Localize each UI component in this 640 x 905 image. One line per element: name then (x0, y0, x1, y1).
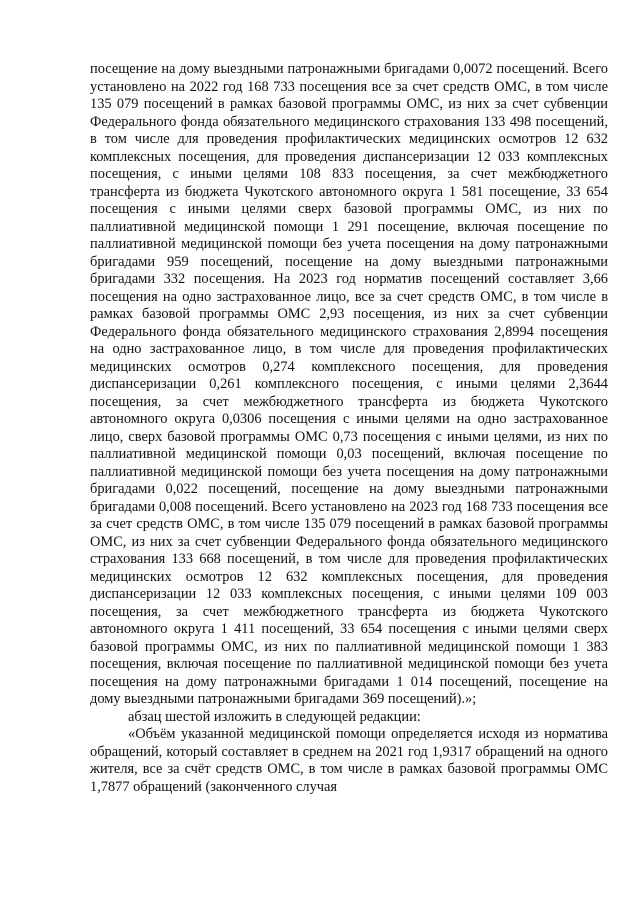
body-paragraph-amendment-instruction: абзац шестой изложить в следующей редакции: (128, 708, 421, 725)
body-paragraph-quoted-text: «Объём указанной медицинской помощи определяется исходя из норматива обращений, который составляет в среднем на 2021 год 1,9317 обращений на одного жителя, все за счёт средств ОМС, в том числе в рамках базовой программы ОМС 1,7877 обращений (законченного случая (90, 726, 608, 795)
body-paragraph-continuation: посещение на дому выездными патронажными бригадами 0,0072 посещений. Всего установлено на 2022 год 168 733 посещения все за счет средств ОМС, в том числе 135 079 посещений в рамках базовой программы ОМС, из них за счет субвенции Федерального фонда обязательного медицинского страхования 133 498 посещений, в том числе для проведения профилактических медицинских осмотров 12 632 комплексных посещения, для проведения диспансеризации 12 033 комплексных посещения, с иными целями 108 833 посещения, за счет межбюджетного трансферта из бюджета Чукотского автономного округа 1 581 посещение, 33 654 посещения с иными целями сверх базовой программы ОМС, из них по паллиативной медицинской помощи 1 291 посещение, включая посещение по паллиативной медицинской помощи без учета посещения на дому патронажными бригадами 959 посещений, посещение на дому выездными патронажными бригадами 332 посещения. На 2023 год норматив посещений составляет 3,66 посещения на одно застрахованное лицо, все за счет средств ОМС, в том числе в рамках базовой программы ОМС 2,93 посещения, из них за счет субвенции Федерального фонда обязательного медицинского страхования 2,8994 посещения на одно застрахованное лицо, в том числе для проведения профилактических медицинских осмотров 0,274 комплексного посещения, для проведения диспансеризации 0,261 комплексного посещения, с иными целями 2,3644 посещения, за счет межбюджетного трансферта из бюджета Чукотского автономного округа 0,0306 посещения с иными целями на одно застрахованное лицо, сверх базовой программы ОМС 0,73 посещения с иными целями, из них по паллиативной медицинской помощи 0,03 посещений, включая посещение по паллиативной медицинской помощи без учета посещения на дому патронажными бригадами 0,022 посещений, посещение на дому выездными патронажными бригадами 0,008 посещений. Всего установлено на 2023 год 168 733 посещения все за счет средств ОМС, в том числе 135 079 посещений в рамках базовой программы ОМС, из них за счет субвенции Федерального фонда обязательного медицинского страхования 133 668 посещений, в том числе для проведения профилактических медицинских осмотров 12 632 комплексных посещения, для проведения диспансеризации 12 033 комплексных посещения, с иными целями 109 003 посещения, за счет межбюджетного трансферта из бюджета Чукотского автономного округа 1 411 посещений, 33 654 посещения с иными целями сверх базовой программы ОМС, из них по паллиативной медицинской помощи 1 383 посещения, включая посещение по паллиативной медицинской помощи без учета посещения на дому патронажными бригадами 1 014 посещений, посещение на дому выездными патронажными бригадами 369 посещений).»; (90, 61, 608, 707)
